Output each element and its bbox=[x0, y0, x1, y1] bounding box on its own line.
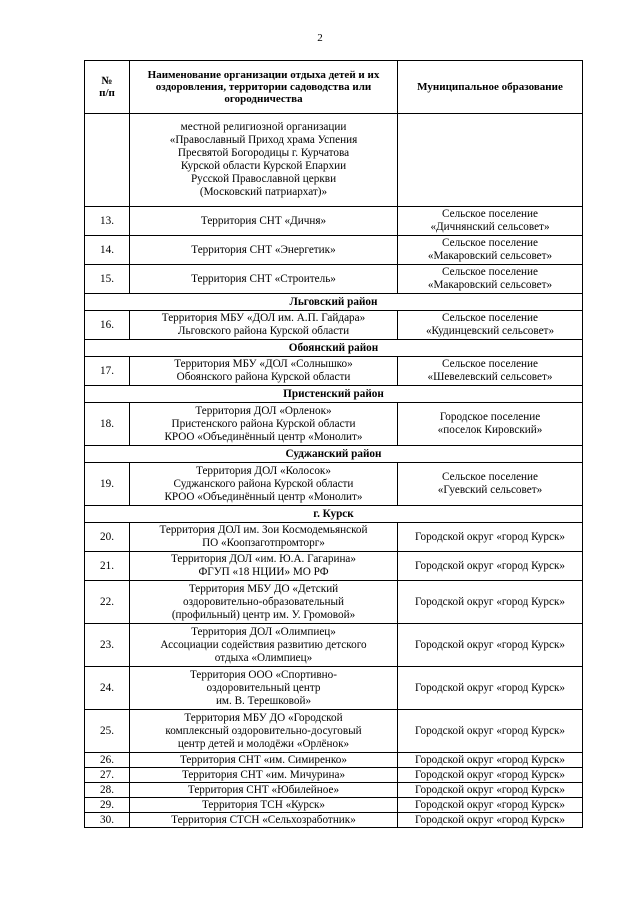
municipality-cell: Городской округ «город Курск» bbox=[398, 624, 583, 667]
municipality-cell: Сельское поселение «Кудинцевский сельсовет» bbox=[398, 311, 583, 340]
district-row-sudzha bbox=[85, 446, 583, 463]
table-row bbox=[85, 753, 583, 768]
row-number: 18. bbox=[85, 403, 130, 446]
district-heading: Обоянский район bbox=[85, 340, 583, 357]
org-cell: Территория МБУ ДО «Детский оздоровительно-образовательный (профильный) центр им. У. Громовой» bbox=[130, 581, 398, 624]
organizations-table bbox=[84, 60, 583, 828]
org-cell: Территория ТСН «Курск» bbox=[130, 798, 398, 813]
municipality-cell: Городской округ «город Курск» bbox=[398, 798, 583, 813]
municipality-cell: Городской округ «город Курск» bbox=[398, 710, 583, 753]
municipality-cell: Сельское поселение «Макаровский сельсовет» bbox=[398, 265, 583, 294]
row-number: 23. bbox=[85, 624, 130, 667]
org-cell: Территория ДОЛ «им. Ю.А. Гагарина» ФГУП «18 НЦИИ» МО РФ bbox=[130, 552, 398, 581]
district-row-kursk bbox=[85, 506, 583, 523]
municipality-cell: Городской округ «город Курск» bbox=[398, 552, 583, 581]
org-cell: Территория ООО «Спортивно- оздоровительный центр им. В. Терешковой» bbox=[130, 667, 398, 710]
district-heading: г. Курск bbox=[85, 506, 583, 523]
table-row bbox=[85, 798, 583, 813]
district-row-lgov bbox=[85, 294, 583, 311]
row-number: 25. bbox=[85, 710, 130, 753]
row-number: 24. bbox=[85, 667, 130, 710]
table-row bbox=[85, 783, 583, 798]
org-cell: Территория ДОЛ «Орленок» Пристенского района Курской области КРОО «Объединённый центр «Монолит» bbox=[130, 403, 398, 446]
district-heading: Пристенский район bbox=[85, 386, 583, 403]
table-row bbox=[85, 667, 583, 710]
table-row bbox=[85, 552, 583, 581]
row-number: 17. bbox=[85, 357, 130, 386]
municipality-cell: Городской округ «город Курск» bbox=[398, 768, 583, 783]
row-number: 13. bbox=[85, 207, 130, 236]
row-number: 21. bbox=[85, 552, 130, 581]
row-number: 22. bbox=[85, 581, 130, 624]
municipality-cell: Городской округ «город Курск» bbox=[398, 753, 583, 768]
municipality-cell: Городской округ «город Курск» bbox=[398, 523, 583, 552]
row-number: 15. bbox=[85, 265, 130, 294]
table-row bbox=[85, 357, 583, 386]
table-row-continued bbox=[85, 114, 583, 207]
table-header-row bbox=[85, 61, 583, 114]
table-row bbox=[85, 624, 583, 667]
org-cell: Территория ДОЛ «Олимпиец» Ассоциации содействия развитию детского отдыха «Олимпиец» bbox=[130, 624, 398, 667]
org-cell: Территория СНТ «Дичня» bbox=[130, 207, 398, 236]
table-row bbox=[85, 236, 583, 265]
org-cell: Территория СНТ «Юбилейное» bbox=[130, 783, 398, 798]
municipality-cell: Городской округ «город Курск» bbox=[398, 667, 583, 710]
header-number: № п/п bbox=[85, 61, 130, 114]
continued-org-cell: местной религиозной организации «Православный Приход храма Успения Пресвятой Богородицы г. Курчатова Курской области Курской Епархии Русской Православной церкви (Московский патриархат)» bbox=[130, 114, 398, 207]
org-cell: Территория МБУ «ДОЛ «Солнышко» Обоянского района Курской области bbox=[130, 357, 398, 386]
district-row-oboyan bbox=[85, 340, 583, 357]
row-number: 16. bbox=[85, 311, 130, 340]
row-number: 19. bbox=[85, 463, 130, 506]
page-number: 2 bbox=[317, 32, 323, 44]
row-number: 28. bbox=[85, 783, 130, 798]
municipality-cell: Сельское поселение «Гуевский сельсовет» bbox=[398, 463, 583, 506]
table-row bbox=[85, 523, 583, 552]
org-cell: Территория СНТ «им. Симиренко» bbox=[130, 753, 398, 768]
district-heading: Суджанский район bbox=[85, 446, 583, 463]
row-number: 26. bbox=[85, 753, 130, 768]
table-row bbox=[85, 207, 583, 236]
table-row bbox=[85, 463, 583, 506]
table-row bbox=[85, 311, 583, 340]
header-organization: Наименование организации отдыха детей и их оздоровления, территории садоводства или огородничества bbox=[130, 61, 398, 114]
org-cell: Территория МБУ «ДОЛ им. А.П. Гайдара» Льговского района Курской области bbox=[130, 311, 398, 340]
table-row bbox=[85, 265, 583, 294]
district-row-pristen bbox=[85, 386, 583, 403]
municipality-cell: Сельское поселение «Шевелевский сельсовет» bbox=[398, 357, 583, 386]
table-row bbox=[85, 581, 583, 624]
municipality-cell: Городской округ «город Курск» bbox=[398, 581, 583, 624]
org-cell: Территория ДОЛ им. Зои Космодемьянской ПО «Коопзаготпромторг» bbox=[130, 523, 398, 552]
municipality-cell: Сельское поселение «Макаровский сельсовет» bbox=[398, 236, 583, 265]
table-row bbox=[85, 403, 583, 446]
district-heading: Льговский район bbox=[85, 294, 583, 311]
table-row bbox=[85, 710, 583, 753]
org-cell: Территория СТСН «Сельхозработник» bbox=[130, 813, 398, 828]
table-row bbox=[85, 768, 583, 783]
municipality-cell: Городской округ «город Курск» bbox=[398, 813, 583, 828]
org-cell: Территория СНТ «им. Мичурина» bbox=[130, 768, 398, 783]
table-row bbox=[85, 813, 583, 828]
org-cell: Территория СНТ «Энергетик» bbox=[130, 236, 398, 265]
municipality-cell: Сельское поселение «Дичнянский сельсовет» bbox=[398, 207, 583, 236]
row-number: 27. bbox=[85, 768, 130, 783]
row-number: 20. bbox=[85, 523, 130, 552]
org-cell: Территория СНТ «Строитель» bbox=[130, 265, 398, 294]
org-cell: Территория ДОЛ «Колосок» Суджанского района Курской области КРОО «Объединённый центр «Монолит» bbox=[130, 463, 398, 506]
header-municipality: Муниципальное образование bbox=[398, 61, 583, 114]
org-cell: Территория МБУ ДО «Городской комплексный оздоровительно-досуговый центр детей и молодёжи «Орлёнок» bbox=[130, 710, 398, 753]
municipality-cell: Городское поселение «поселок Кировский» bbox=[398, 403, 583, 446]
row-number: 14. bbox=[85, 236, 130, 265]
municipality-cell: Городской округ «город Курск» bbox=[398, 783, 583, 798]
row-number: 30. bbox=[85, 813, 130, 828]
row-number: 29. bbox=[85, 798, 130, 813]
